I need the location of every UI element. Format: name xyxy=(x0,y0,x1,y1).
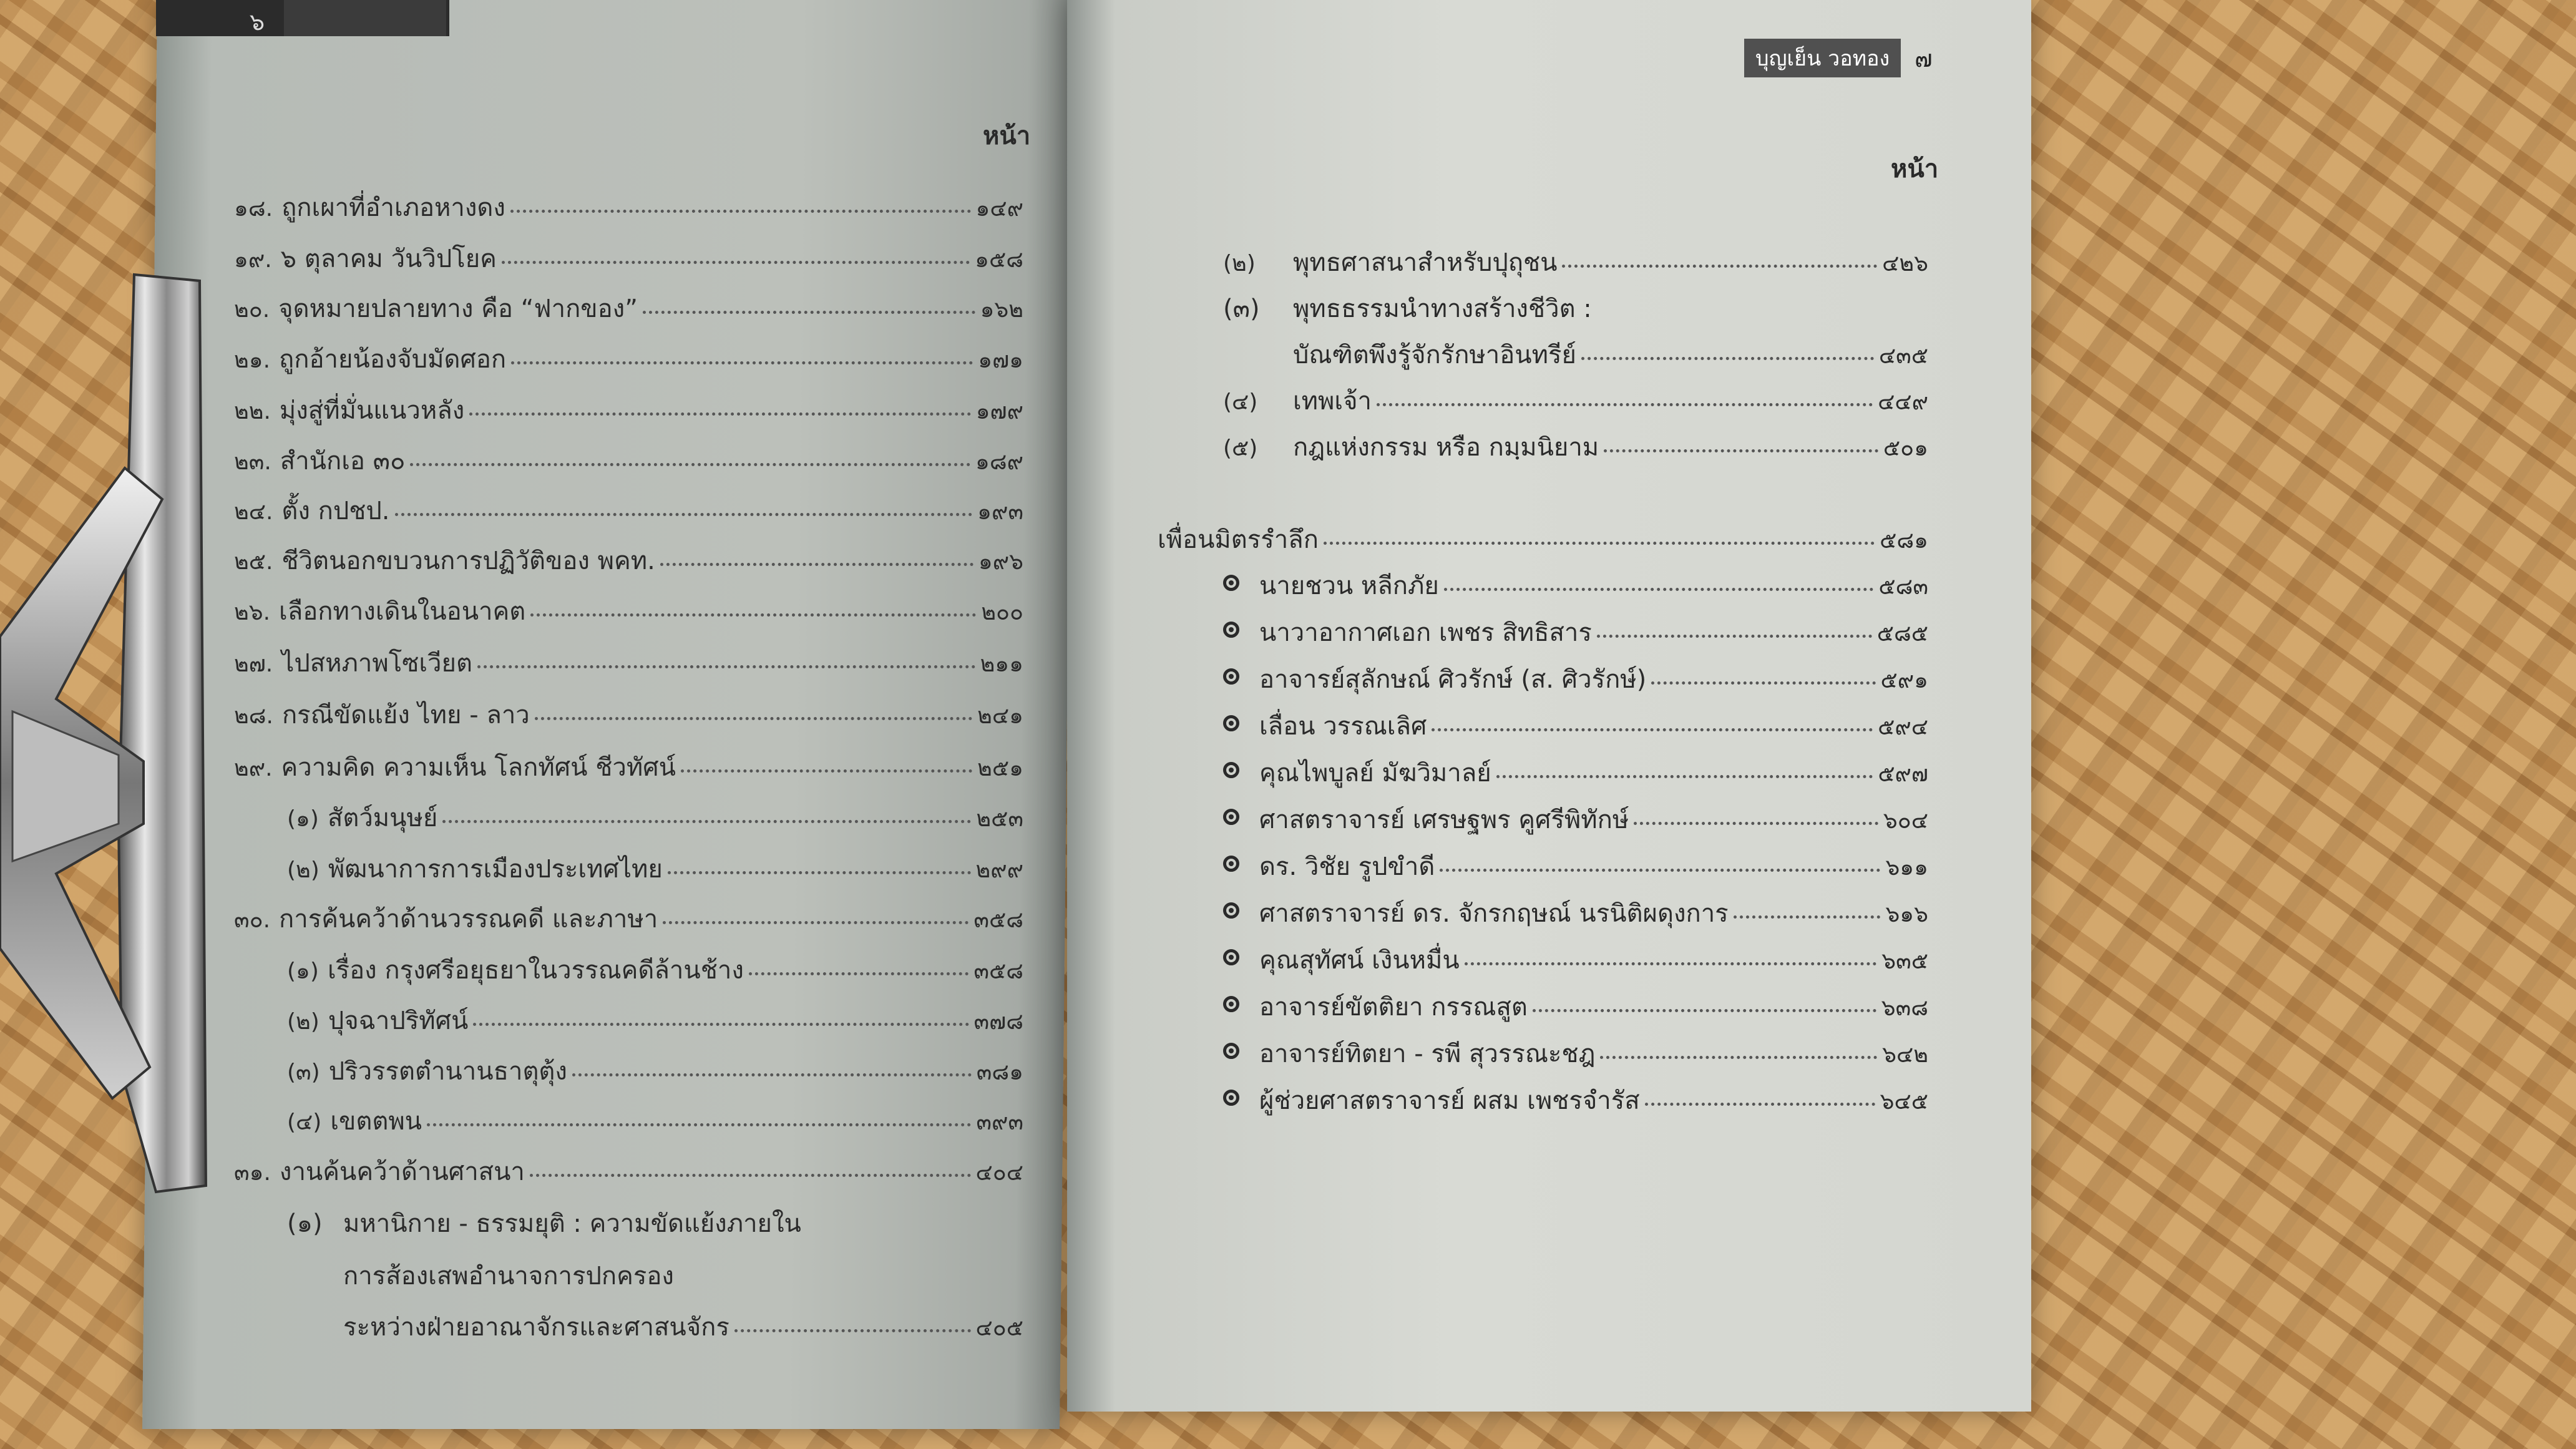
dot-leader xyxy=(1496,775,1873,778)
left-header-title xyxy=(284,0,446,36)
entry-number: ๒๖. xyxy=(234,600,271,625)
entry-number: ๓๑. xyxy=(234,1160,271,1186)
entry-number: (๔) xyxy=(1223,389,1258,415)
entry-page: ๕๐๑ xyxy=(1883,436,1928,461)
toc-entry xyxy=(234,540,1023,575)
section-entry xyxy=(1158,519,1928,554)
entry-page: ๖๐๔ xyxy=(1883,808,1928,834)
entry-page: ๖๔๕ xyxy=(1880,1089,1928,1115)
toc-entry xyxy=(234,490,1023,525)
entry-title: การค้นคว้าด้านวรรณคดี และภาษา xyxy=(279,905,658,934)
entry-number: ๒๓. xyxy=(234,449,271,475)
dot-leader xyxy=(410,463,970,466)
entry-page: ๖๓๘ xyxy=(1881,995,1928,1021)
toc-subentry xyxy=(287,798,1023,832)
dot-leader xyxy=(1533,1009,1876,1012)
toc-subentry xyxy=(1293,334,1928,369)
toc-entry xyxy=(234,591,1023,626)
entry-title: ผู้ช่วยศาสตราจารย์ ผสม เพชรจำรัส xyxy=(1259,1086,1640,1115)
entry-title: เทพเจ้า xyxy=(1293,387,1372,416)
toc-subentry-number: (๓) xyxy=(1223,295,1260,323)
entry-title: เลือกทางเดินในอนาคต xyxy=(279,597,526,626)
entry-title: ปริวรรตตำนานธาตุตุ้ง xyxy=(328,1057,567,1086)
entry-page: ๔๓๕ xyxy=(1878,343,1928,369)
entry-title: มุ่งสู่ที่มั่นแนวหลัง xyxy=(279,396,465,425)
entry-page: ๓๕๘ xyxy=(973,959,1023,984)
toc-subentry xyxy=(343,1307,1023,1342)
entry-page: ๑๗๑ xyxy=(978,348,1023,373)
dot-leader xyxy=(442,820,971,823)
entry-title: ชีวิตนอกขบวนการปฏิวัติของ พคท. xyxy=(281,547,655,575)
toc-entry xyxy=(234,288,1023,323)
entry-number: (๒) xyxy=(287,857,320,883)
entry-page: ๒๐๐ xyxy=(981,600,1023,625)
dot-leader xyxy=(572,1073,972,1076)
bullet-icon xyxy=(1223,575,1239,591)
bullet-icon xyxy=(1223,762,1239,778)
entry-page: ๒๑๑ xyxy=(980,651,1023,677)
bullet-entry xyxy=(1223,753,1928,788)
toc-subentry xyxy=(1223,427,1928,462)
entry-page: ๖๓๕ xyxy=(1881,949,1928,974)
dot-leader xyxy=(510,210,971,213)
entry-page: ๒๕๑ xyxy=(977,756,1023,781)
entry-page: ๒๔๑ xyxy=(977,703,1023,729)
entry-page: ๔๔๙ xyxy=(1878,389,1928,415)
toc-entry xyxy=(234,1151,1023,1186)
left-page-number: ๖ xyxy=(250,8,265,36)
toc-entry xyxy=(234,339,1023,374)
entry-page: ๕๙๗ xyxy=(1878,761,1928,787)
entry-page: ๒๕๓ xyxy=(976,806,1023,832)
dot-leader xyxy=(427,1123,971,1126)
dot-leader xyxy=(1562,265,1877,268)
entry-title: สำนักเอ ๓๐ xyxy=(280,447,406,476)
entry-title: พุทธศาสนาสำหรับปุถุชน xyxy=(1293,248,1558,277)
entry-title: ถูกอ้ายน้องจับมัดศอก xyxy=(279,345,507,374)
entry-page: ๖๑๖ xyxy=(1885,902,1928,927)
entry-number: ๒๗. xyxy=(234,651,273,677)
toc-subentry-number: (๑) xyxy=(287,1209,323,1238)
entry-title: งานค้นคว้าด้านศาสนา xyxy=(279,1158,525,1186)
entry-number: (๓) xyxy=(287,1060,320,1085)
entry-page: ๖๔๒ xyxy=(1882,1042,1928,1068)
entry-page: ๔๐๔ xyxy=(975,1160,1023,1186)
entry-number: (๑) xyxy=(287,806,319,832)
bullet-icon xyxy=(1223,949,1239,965)
left-page-column-heading: หน้า xyxy=(983,122,1031,150)
dot-leader xyxy=(530,613,976,617)
entry-number: ๒๕. xyxy=(234,549,273,575)
bullet-entry xyxy=(1223,940,1928,975)
binder-clip-icon xyxy=(0,262,212,1198)
dot-leader xyxy=(1581,357,1874,360)
toc-entry xyxy=(234,390,1023,425)
entry-title: จุดหมายปลายทาง คือ “ฟากของ” xyxy=(278,295,638,323)
toc-entry xyxy=(234,238,1023,273)
bullet-icon xyxy=(1223,856,1239,872)
toc-subentry-title-line-1: พุทธธรรมนำทางสร้างชีวิต : xyxy=(1293,295,1592,323)
entry-page: ๑๙๖ xyxy=(978,549,1023,575)
dot-leader xyxy=(1444,588,1874,591)
entry-title: เลื่อน วรรณเลิศ xyxy=(1259,712,1427,741)
bullet-icon xyxy=(1223,809,1239,825)
entry-page: ๑๕๘ xyxy=(975,247,1023,273)
right-page-column-heading: หน้า xyxy=(1891,155,1939,183)
entry-title: กฎแห่งกรรม หรือ กมฺมนิยาม xyxy=(1293,433,1599,462)
entry-page: ๕๘๑ xyxy=(1880,528,1928,554)
bullet-entry xyxy=(1223,565,1928,600)
entry-number: (๑) xyxy=(287,959,319,984)
entry-title: ไปสหภาพโซเวียต xyxy=(281,649,472,678)
dot-leader xyxy=(1597,635,1872,638)
entry-title: อาจารย์ทิตยา - รพี สุวรรณะชฎ xyxy=(1259,1040,1596,1068)
dot-leader xyxy=(511,361,973,364)
entry-title: สัตว์มนุษย์ xyxy=(327,804,438,832)
dot-leader xyxy=(477,665,975,668)
entry-page: ๑๗๙ xyxy=(975,399,1023,424)
dot-leader xyxy=(660,563,973,566)
dot-leader xyxy=(1604,449,1878,452)
entry-title: ความคิด ความเห็น โลกทัศน์ ชีวทัศน์ xyxy=(281,753,676,782)
entry-number: ๒๙. xyxy=(234,756,273,781)
entry-title: ดร. วิชัย รูปขำดี xyxy=(1259,852,1435,881)
dot-leader xyxy=(1634,822,1878,825)
dot-leader xyxy=(663,921,968,924)
dot-leader xyxy=(1440,869,1880,872)
toc-subentry xyxy=(287,1051,1023,1086)
dot-leader xyxy=(681,769,972,773)
bullet-icon xyxy=(1223,1090,1239,1106)
toc-subentry xyxy=(287,849,1023,884)
entry-title: พัฒนาการการเมืองประเทศไทย xyxy=(328,855,663,884)
bullet-entry xyxy=(1223,612,1928,647)
entry-page: ๓๘๑ xyxy=(976,1060,1023,1085)
dot-leader xyxy=(1377,403,1873,406)
bullet-entry xyxy=(1223,659,1928,694)
entry-title: ระหว่างฝ่ายอาณาจักรและศาสนจักร xyxy=(343,1313,729,1342)
bullet-icon xyxy=(1223,902,1239,919)
entry-number: ๒๔. xyxy=(234,499,273,525)
entry-title: อาจารย์สุลักษณ์ ศิวรักษ์ (ส. ศิวรักษ์) xyxy=(1259,665,1647,694)
bullet-entry xyxy=(1223,706,1928,741)
dot-leader xyxy=(502,261,970,264)
entry-title: ถูกเผาที่อำเภอหางดง xyxy=(281,193,505,222)
entry-title: คุณสุทัศน์ เงินหมื่น xyxy=(1259,946,1460,975)
dot-leader xyxy=(530,1174,971,1177)
dot-leader xyxy=(643,311,975,314)
bullet-icon xyxy=(1223,996,1239,1012)
bullet-icon xyxy=(1223,668,1239,685)
entry-title: บัณฑิตพึงรู้จักรักษาอินทรีย์ xyxy=(1293,341,1576,369)
dot-leader xyxy=(535,717,972,720)
dot-leader xyxy=(749,972,968,975)
left-page-header xyxy=(156,0,449,36)
bullet-icon xyxy=(1223,622,1239,638)
right-page-header xyxy=(1744,39,1933,77)
dot-leader xyxy=(1324,542,1875,545)
bullet-icon xyxy=(1223,1043,1239,1059)
entry-number: (๕) xyxy=(1223,436,1258,461)
entry-number: ๑๘. xyxy=(234,196,273,222)
entry-number: (๒) xyxy=(287,1009,320,1035)
entry-page: ๔๒๖ xyxy=(1882,251,1928,276)
entry-number: ๒๑. xyxy=(234,348,271,373)
entry-title: ศาสตราจารย์ เศรษฐพร คูศรีพิทักษ์ xyxy=(1259,806,1629,834)
entry-number: ๒๐. xyxy=(234,297,270,323)
entry-page: ๕๙๔ xyxy=(1878,715,1928,740)
toc-entry xyxy=(234,695,1023,729)
toc-subentry xyxy=(287,950,1023,985)
entry-page: ๑๙๓ xyxy=(977,499,1023,525)
entry-title: คุณไพบูลย์ มัฆวิมาลย์ xyxy=(1259,759,1491,788)
entry-page: ๓๗๘ xyxy=(973,1009,1023,1035)
entry-page: ๑๘๙ xyxy=(975,449,1023,475)
dot-leader xyxy=(1734,915,1881,919)
bullet-icon xyxy=(1223,715,1239,731)
entry-page: ๓๙๓ xyxy=(976,1110,1023,1135)
entry-number: ๒๒. xyxy=(234,399,271,424)
entry-number: ๓๐. xyxy=(234,907,271,933)
toc-entry xyxy=(234,441,1023,476)
entry-page: ๒๙๙ xyxy=(975,857,1023,883)
entry-page: ๖๑๑ xyxy=(1885,855,1928,881)
bullet-entry xyxy=(1223,1033,1928,1068)
dot-leader xyxy=(668,871,971,874)
right-page-number: ๗ xyxy=(1915,44,1933,72)
entry-page: ๕๙๑ xyxy=(1880,668,1928,693)
toc-entry xyxy=(234,187,1023,222)
entry-title: กรณีขัดแย้ง ไทย - ลาว xyxy=(281,701,530,729)
entry-number: (๒) xyxy=(1223,251,1256,276)
entry-number: (๔) xyxy=(287,1110,322,1135)
dot-leader xyxy=(473,1023,968,1026)
entry-title: เขตตพน xyxy=(330,1107,422,1136)
right-header-title: บุญเย็น วอทอง xyxy=(1744,39,1901,77)
toc-entry xyxy=(234,643,1023,678)
entry-title: ศาสตราจารย์ ดร. จักรกฤษณ์ นรนิติผดุงการ xyxy=(1259,899,1729,928)
bullet-entry xyxy=(1223,846,1928,881)
toc-subentry xyxy=(1223,381,1928,416)
entry-title: นายชวน หลีกภัย xyxy=(1259,572,1439,600)
entry-page: ๑๖๒ xyxy=(980,297,1023,323)
dot-leader xyxy=(1432,728,1873,731)
bullet-entry xyxy=(1223,987,1928,1022)
toc-subentry xyxy=(287,1000,1023,1035)
dot-leader xyxy=(1651,681,1875,685)
dot-leader xyxy=(1600,1056,1877,1059)
entry-number: ๒๘. xyxy=(234,703,273,729)
bullet-entry xyxy=(1223,893,1928,928)
entry-page: ๑๔๙ xyxy=(975,196,1023,222)
entry-title: ๖ ตุลาคม วันวิปโยค xyxy=(280,245,497,273)
toc-subentry-title-line-1: มหานิกาย - ธรรมยุติ : ความขัดแย้งภายใน xyxy=(343,1209,801,1238)
dot-leader xyxy=(395,513,973,516)
entry-title: อาจารย์ขัตติยา กรรณสูต xyxy=(1259,993,1528,1022)
dot-leader xyxy=(1645,1103,1875,1106)
toc-entry xyxy=(234,747,1023,782)
section-title: เพื่อนมิตรรำลึก xyxy=(1158,525,1319,554)
entry-page: ๔๐๕ xyxy=(975,1315,1023,1341)
toc-entry xyxy=(234,899,1023,934)
dot-leader xyxy=(1465,962,1877,965)
toc-subentry-title-line-2: การส้องเสพอำนาจการปกครอง xyxy=(343,1262,674,1290)
entry-page: ๕๘๓ xyxy=(1878,574,1928,600)
entry-title: นาวาอากาศเอก เพชร สิทธิสาร xyxy=(1259,618,1592,647)
dot-leader xyxy=(734,1329,971,1332)
entry-title: ปุจฉาปริทัศน์ xyxy=(328,1007,469,1035)
bullet-entry xyxy=(1223,1080,1928,1115)
entry-title: ตั้ง กปชป. xyxy=(281,497,390,525)
entry-number: ๑๙. xyxy=(234,247,272,273)
toc-subentry xyxy=(1223,242,1928,277)
entry-title: เรื่อง กรุงศรีอยุธยาในวรรณคดีล้านช้าง xyxy=(327,956,744,985)
bullet-entry xyxy=(1223,799,1928,834)
toc-subentry xyxy=(287,1101,1023,1136)
dot-leader xyxy=(469,412,970,416)
entry-page: ๓๕๘ xyxy=(973,907,1023,933)
entry-page: ๕๘๕ xyxy=(1876,621,1928,646)
